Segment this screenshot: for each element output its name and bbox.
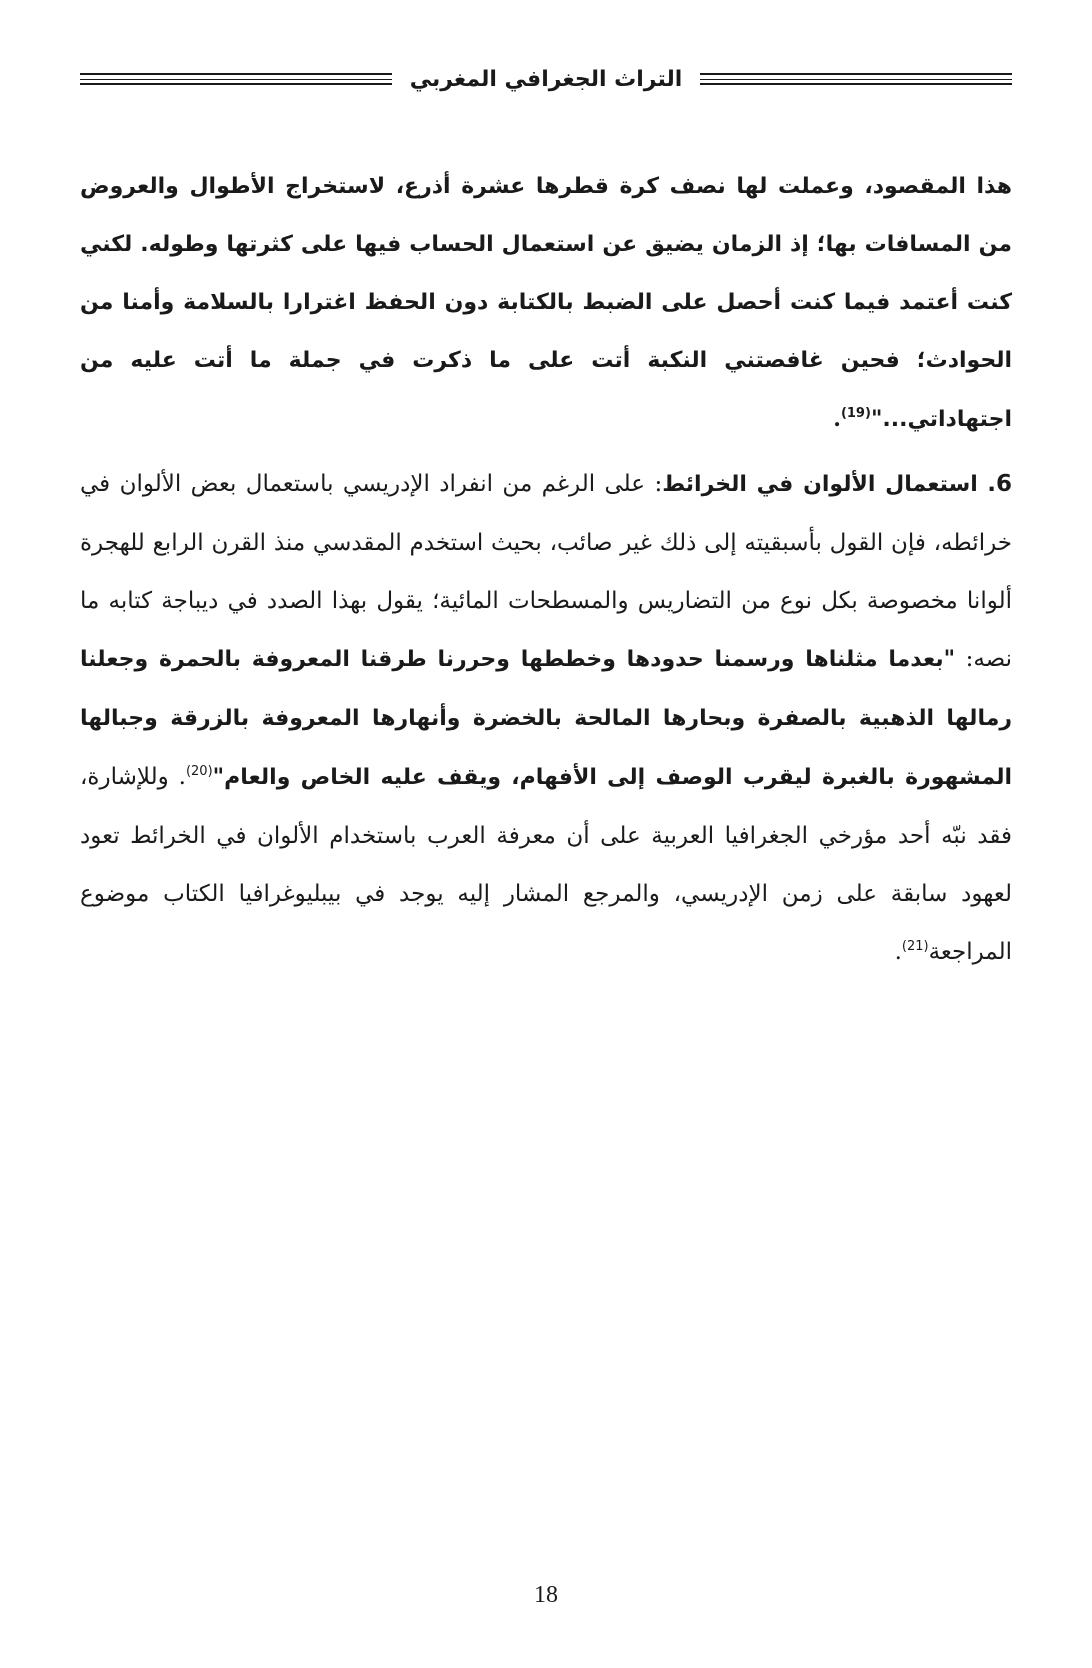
paragraph-text-2: . وللإشارة، فقد نبّه أحد مؤرخي الجغرافيا العربية على أن معرفة العرب باستخدام الألوان في الخرائط تعود لعهود سابقة على زمن الإدريسي، والمرجع المشار إليه يوجد في بيبليوغرافيا الكتاب موضوع المراجعة (80, 764, 1012, 965)
page-body (80, 158, 1012, 981)
closing-quote: " (870, 407, 883, 432)
heading-colon: : (654, 471, 663, 497)
paragraph-end-2: . (894, 939, 902, 965)
section-heading: استعمال الألوان في الخرائط (662, 472, 978, 497)
quoted-paragraph (80, 158, 1012, 449)
footnote-ref-20: (20) (185, 764, 213, 779)
running-header-title: التراث الجغرافي المغربي (409, 66, 683, 92)
section-paragraph-colors (80, 455, 1012, 981)
footnote-ref-21: (21) (901, 939, 929, 954)
header-rule-left (80, 73, 392, 85)
running-header (80, 62, 1012, 96)
paragraph-end: . (833, 406, 841, 432)
page-number: 18 (534, 1582, 558, 1608)
paragraph-text-1: على الرغم من انفراد الإدريسي باستعمال بعض الألوان في خرائطه، فإن القول بأسبقيته إلى ذلك غير صائب، بحيث استخدم المقدسي منذ القرن الرابع للهجرة ألوانا مخصوصة بكل نوع من التضاريس والمسطحات المائية؛ يقول بهذا الصدد في ديباجة كتابه ما نصه: (80, 471, 1013, 672)
paragraph-text: هذا المقصود، وعملت لها نصف كرة قطرها عشرة أذرع، لاستخراج الأطوال والعروض من المسافات بها؛ إذ الزمان يضيق عن استعمال الحساب فيها على كثرتها وطوله. لكني كنت أعتمد فيما كنت أحصل على الضبط بالكتابة دون الحفظ اغترارا بالسلامة وأمنا من الحوادث؛ فحين غافصتني النكبة أتت على ما ذكرت في جملة ما أتت عليه من اجتهاداتي... (80, 174, 1012, 432)
section-number: 6. (987, 471, 1013, 497)
maqdisi-quote: "بعدما مثلناها ورسمنا حدودها وخططها وحررنا طرقنا المعروفة بالحمرة وجعلنا رمالها الذهبية بالصفرة وبحارها المالحة بالخضرة وأنهارها المعروفة بالزرقة وجبالها المشهورة بالغبرة ليقرب الوصف إلى الأفهام، ويقف عليه الخاص والعام" (80, 647, 1012, 790)
footnote-ref-19: (19) (840, 406, 871, 421)
header-rule-right (700, 73, 1012, 85)
